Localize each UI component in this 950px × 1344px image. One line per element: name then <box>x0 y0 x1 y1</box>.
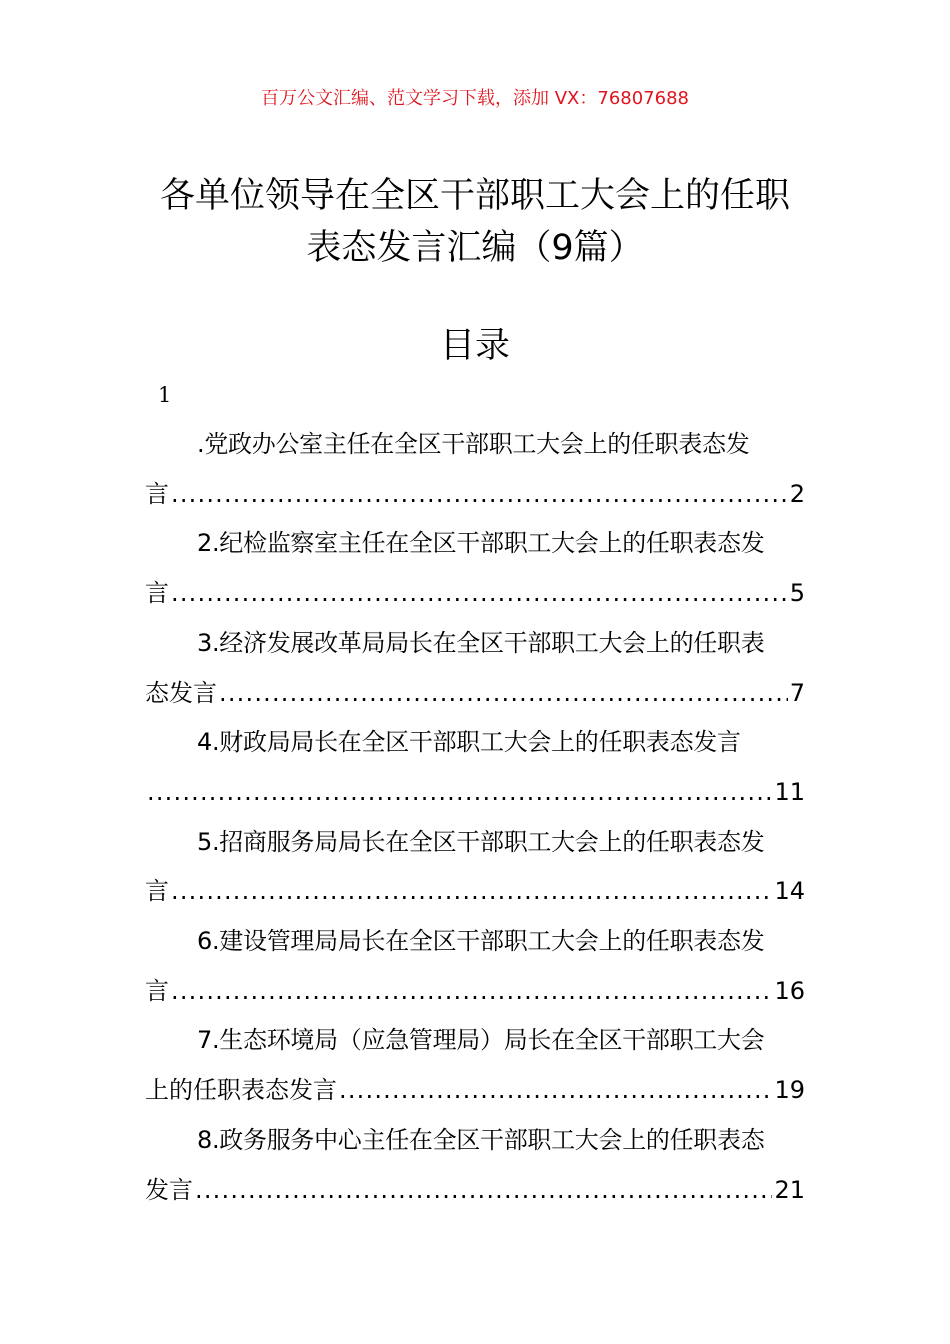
toc-entry-title: .党政办公室主任在全区干部职工大会上的任职表态发 <box>197 430 750 458</box>
toc-entry[interactable] <box>145 619 805 718</box>
dot-leader <box>147 768 772 818</box>
dot-leader <box>195 1166 772 1216</box>
toc-entry-title-tail: 言 <box>145 877 169 906</box>
toc-entry-title: 3.经济发展改革局局长在全区干部职工大会上的任职表 <box>197 628 765 657</box>
title-line-1: 各单位领导在全区干部职工大会上的任职 <box>159 176 790 216</box>
header-promo-note: 百万公文汇编、范文学习下载，添加 VX：76807688 <box>261 88 689 109</box>
table-of-contents <box>145 420 805 1215</box>
toc-entry-title-tail: 言 <box>145 579 169 608</box>
document-title <box>100 170 850 274</box>
toc-entry[interactable] <box>145 818 805 917</box>
toc-entry[interactable] <box>145 1116 805 1215</box>
dot-leader <box>219 669 788 719</box>
toc-entry[interactable] <box>145 1016 805 1115</box>
toc-entry-title: 7.生态环境局（应急管理局）局长在全区干部职工大会 <box>197 1026 765 1055</box>
toc-page-number: 21 <box>774 1175 805 1204</box>
toc-entry-title-tail: 言 <box>145 479 169 508</box>
toc-entry[interactable] <box>145 718 805 817</box>
dot-leader <box>171 569 788 619</box>
toc-entry-title-tail: 言 <box>145 976 169 1005</box>
stray-number: 1 <box>158 383 172 407</box>
toc-heading: 目录 <box>439 326 510 366</box>
toc-page-number: 19 <box>774 1076 805 1105</box>
title-line-2: 表态发言汇编（9篇） <box>306 228 644 268</box>
toc-page-number: 11 <box>774 777 805 806</box>
toc-entry[interactable] <box>145 917 805 1016</box>
toc-entry-title-tail: 上的任职表态发言 <box>145 1076 337 1105</box>
toc-page-number: 16 <box>774 976 805 1005</box>
dot-leader <box>171 470 788 520</box>
toc-page-number: 14 <box>774 877 805 906</box>
toc-entry-title-tail: 态发言 <box>145 678 217 707</box>
toc-entry-title-tail: 发言 <box>145 1175 193 1204</box>
toc-entry[interactable] <box>145 420 805 519</box>
toc-entry-title: 6.建设管理局局长在全区干部职工大会上的任职表态发 <box>197 927 765 956</box>
toc-page-number: 5 <box>789 579 805 608</box>
toc-entry-title: 2.纪检监察室主任在全区干部职工大会上的任职表态发 <box>197 529 765 558</box>
toc-entry-title: 5.招商服务局局长在全区干部职工大会上的任职表态发 <box>197 827 765 856</box>
dot-leader <box>171 867 772 917</box>
toc-entry-title: 4.财政局局长在全区干部职工大会上的任职表态发言 <box>197 728 741 757</box>
dot-leader <box>171 967 772 1017</box>
toc-entry-title: 8.政务服务中心主任在全区干部职工大会上的任职表态 <box>197 1125 765 1154</box>
toc-entry[interactable] <box>145 519 805 618</box>
dot-leader <box>339 1066 772 1116</box>
toc-page-number: 2 <box>789 479 805 508</box>
toc-page-number: 7 <box>789 678 805 707</box>
